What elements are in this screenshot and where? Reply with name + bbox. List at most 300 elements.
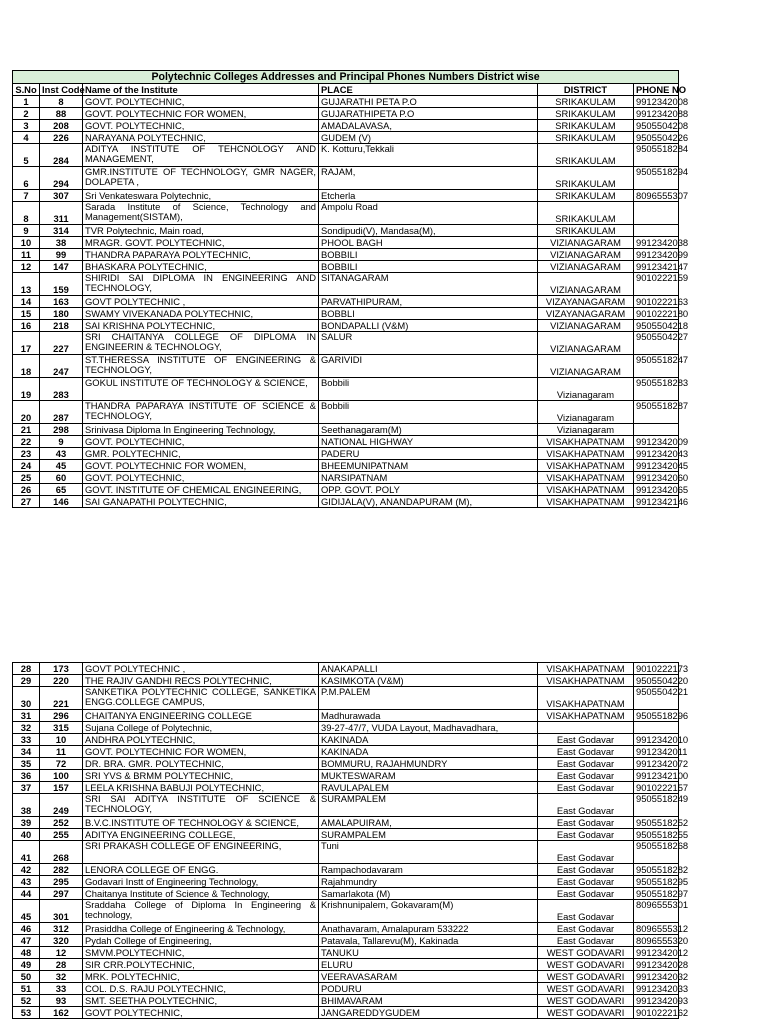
cell-phone — [634, 225, 679, 237]
cell-sno: 5 — [13, 144, 40, 167]
table-row — [13, 190, 679, 202]
cell-inst-code: 295 — [40, 876, 83, 888]
cell-district: VISAKHAPATNAM — [538, 663, 634, 675]
table-row — [13, 96, 679, 108]
cell-inst-code: 180 — [40, 308, 83, 320]
cell-district: WEST GODAVARI — [538, 959, 634, 971]
cell-district: VISAKHAPATNAM — [538, 448, 634, 460]
cell-place: BOMMURU, RAJAHMUNDRY — [319, 758, 538, 770]
cell-place: GARIVIDI — [319, 355, 538, 378]
cell-inst-code: 294 — [40, 167, 83, 190]
cell-name: COL. D.S. RAJU POLYTECHNIC, — [83, 983, 319, 995]
cell-place: Madhurawada — [319, 710, 538, 722]
cell-phone: 9010222159 — [634, 273, 679, 296]
cell-place: PHOOL BAGH — [319, 237, 538, 249]
colleges-table-page-1 — [12, 70, 689, 508]
cell-sno: 10 — [13, 237, 40, 249]
cell-sno: 4 — [13, 132, 40, 144]
cell-district: VIZIANAGARAM — [538, 237, 634, 249]
cell-district: VIZIANAGARAM — [538, 332, 634, 355]
cell-name: Sraddaha College of Diploma In Engineering & technology, — [83, 900, 319, 923]
cell-phone: 9505518287 — [634, 401, 679, 424]
cell-phone: 9505518268 — [634, 841, 679, 864]
cell-place: ELURU — [319, 959, 538, 971]
cell-name: Godavari Instt of Engineering Technology, — [83, 876, 319, 888]
cell-phone: 9912342011 — [634, 746, 679, 758]
header-place: PLACE — [319, 84, 538, 96]
table-row — [13, 108, 679, 120]
cell-place: Rampachodavaram — [319, 864, 538, 876]
cell-phone: 9505518249 — [634, 794, 679, 817]
cell-inst-code: 173 — [40, 663, 83, 675]
cell-inst-code: 284 — [40, 144, 83, 167]
cell-phone: 9505518252 — [634, 817, 679, 829]
cell-inst-code: 282 — [40, 864, 83, 876]
cell-phone: 9505518295 — [634, 876, 679, 888]
cell-place: RAJAM, — [319, 167, 538, 190]
table-row — [13, 378, 679, 401]
cell-phone — [634, 722, 679, 734]
table-row — [13, 1007, 679, 1019]
table-row — [13, 484, 679, 496]
cell-district: SRIKAKULAM — [538, 144, 634, 167]
cell-inst-code: 45 — [40, 460, 83, 472]
cell-inst-code: 221 — [40, 687, 83, 710]
cell-inst-code: 249 — [40, 794, 83, 817]
cell-sno: 23 — [13, 448, 40, 460]
cell-inst-code: 268 — [40, 841, 83, 864]
cell-place: BOBBILI — [319, 261, 538, 273]
cell-place: AMALAPUIRAM, — [319, 817, 538, 829]
cell-inst-code: 147 — [40, 261, 83, 273]
cell-name: THANDRA PAPARAYA INSTITUTE OF SCIENCE & TECHNOLOGY, — [83, 401, 319, 424]
cell-phone: 9010222162 — [634, 1007, 679, 1019]
cell-inst-code: 297 — [40, 888, 83, 900]
cell-district: East Godavar — [538, 876, 634, 888]
cell-inst-code: 162 — [40, 1007, 83, 1019]
cell-inst-code: 287 — [40, 401, 83, 424]
cell-place: SITANAGARAM — [319, 273, 538, 296]
cell-phone: 9912342100 — [634, 770, 679, 782]
cell-name: Sarada Institute of Science, Technology and Management(SISTAM), — [83, 202, 319, 225]
cell-place: Anathavaram, Amalapuram 533222 — [319, 923, 538, 935]
cell-inst-code: 301 — [40, 900, 83, 923]
cell-district: WEST GODAVARI — [538, 971, 634, 983]
cell-place: Patavala, Tallarevu(M), Kakinada — [319, 935, 538, 947]
table-row — [13, 995, 679, 1007]
cell-sno: 8 — [13, 202, 40, 225]
colleges-table-page-2 — [12, 662, 689, 1019]
cell-name: SRI YVS & BRMM POLYTECHNIC, — [83, 770, 319, 782]
cell-sno: 3 — [13, 120, 40, 132]
cell-place: Tuni — [319, 841, 538, 864]
cell-district: East Godavar — [538, 864, 634, 876]
cell-phone: 9912342147 — [634, 261, 679, 273]
cell-name: SAI KRISHNA POLYTECHNIC, — [83, 320, 319, 332]
cell-name: GOVT. POLYTECHNIC, — [83, 472, 319, 484]
cell-sno: 7 — [13, 190, 40, 202]
cell-place: SURAMPALEM — [319, 829, 538, 841]
cell-district: VISAKHAPATNAM — [538, 472, 634, 484]
cell-sno: 43 — [13, 876, 40, 888]
cell-name: TVR Polytechnic, Main road, — [83, 225, 319, 237]
table-row — [13, 770, 679, 782]
table-row — [13, 923, 679, 935]
cell-district: WEST GODAVARI — [538, 947, 634, 959]
cell-sno: 39 — [13, 817, 40, 829]
cell-name: NARAYANA POLYTECHNIC, — [83, 132, 319, 144]
cell-sno: 21 — [13, 424, 40, 436]
cell-place: PARVATHIPURAM, — [319, 296, 538, 308]
cell-district — [538, 722, 634, 734]
cell-inst-code: 88 — [40, 108, 83, 120]
table-row — [13, 746, 679, 758]
cell-name: SMVM.POLYTECHNIC, — [83, 947, 319, 959]
table-row — [13, 308, 679, 320]
cell-phone: 9912342043 — [634, 448, 679, 460]
cell-sno: 53 — [13, 1007, 40, 1019]
cell-district: SRIKAKULAM — [538, 132, 634, 144]
cell-place: JANGAREDDYGUDEM — [319, 1007, 538, 1019]
cell-sno: 42 — [13, 864, 40, 876]
table-row — [13, 261, 679, 273]
table-row — [13, 782, 679, 794]
cell-phone: 9912342028 — [634, 959, 679, 971]
cell-phone: 9912342093 — [634, 995, 679, 1007]
cell-inst-code: 247 — [40, 355, 83, 378]
cell-name: LEELA KRISHNA BABUJI POLYTECHNIC, — [83, 782, 319, 794]
cell-name: MRK. POLYTECHNIC, — [83, 971, 319, 983]
cell-phone: 9505504220 — [634, 675, 679, 687]
cell-name: DR. BRA. GMR. POLYTECHNIC, — [83, 758, 319, 770]
cell-inst-code: 60 — [40, 472, 83, 484]
cell-place: BOBBILI — [319, 249, 538, 261]
cell-district: East Godavar — [538, 746, 634, 758]
cell-place: GUJARATHIPETA P.O — [319, 108, 538, 120]
cell-sno: 12 — [13, 261, 40, 273]
cell-place: VEERAVASARAM — [319, 971, 538, 983]
table-row — [13, 675, 679, 687]
table-row — [13, 794, 679, 817]
cell-place: KAKINADA — [319, 734, 538, 746]
cell-phone: 9505518283 — [634, 378, 679, 401]
cell-phone: 8096555307 — [634, 190, 679, 202]
cell-phone: 9912342088 — [634, 108, 679, 120]
cell-place: RAVULAPALEM — [319, 782, 538, 794]
cell-phone: 9912342038 — [634, 237, 679, 249]
cell-name: SRI CHAITANYA COLLEGE OF DIPLOMA IN ENGINEERIN & TECHNOLOGY, — [83, 332, 319, 355]
cell-name: GOVT. INSTITUTE OF CHEMICAL ENGINEERING, — [83, 484, 319, 496]
cell-sno: 29 — [13, 675, 40, 687]
cell-place: Bobbili — [319, 378, 538, 401]
cell-place: SALUR — [319, 332, 538, 355]
cell-district: SRIKAKULAM — [538, 167, 634, 190]
cell-inst-code: 33 — [40, 983, 83, 995]
cell-inst-code: 43 — [40, 448, 83, 460]
cell-phone: 9505518284 — [634, 144, 679, 167]
cell-sno: 28 — [13, 663, 40, 675]
cell-name: ST.THERESSA INSTITUTE OF ENGINEERING & TECHNOLOGY, — [83, 355, 319, 378]
cell-phone: 9010222163 — [634, 296, 679, 308]
cell-district: East Godavar — [538, 734, 634, 746]
cell-name: ADITYA INSTITUTE OF TEHCNOLOGY AND MANAGEMENT, — [83, 144, 319, 167]
header-phone: PHONE NO — [634, 84, 679, 96]
table-row — [13, 734, 679, 746]
cell-place: PODURU — [319, 983, 538, 995]
table-row — [13, 959, 679, 971]
cell-sno: 37 — [13, 782, 40, 794]
table-row — [13, 332, 679, 355]
header-sno: S.No — [13, 84, 40, 96]
cell-sno: 25 — [13, 472, 40, 484]
cell-district: VIZAYANAGARAM — [538, 308, 634, 320]
cell-phone: 8096555301 — [634, 900, 679, 923]
cell-sno: 45 — [13, 900, 40, 923]
cell-inst-code: 163 — [40, 296, 83, 308]
cell-place: PADERU — [319, 448, 538, 460]
cell-name: SANKETIKA POLYTECHNIC COLLEGE, SANKETIKA ENGG.COLLEGE CAMPUS, — [83, 687, 319, 710]
cell-name: THANDRA PAPARAYA POLYTECHNIC, — [83, 249, 319, 261]
cell-district: SRIKAKULAM — [538, 120, 634, 132]
cell-inst-code: 159 — [40, 273, 83, 296]
table-row — [13, 132, 679, 144]
cell-sno: 24 — [13, 460, 40, 472]
cell-name: GOVT. POLYTECHNIC, — [83, 96, 319, 108]
cell-place: K. Kotturu,Tekkali — [319, 144, 538, 167]
cell-place: Samarlakota (M) — [319, 888, 538, 900]
cell-phone: 9912342060 — [634, 472, 679, 484]
cell-inst-code: 252 — [40, 817, 83, 829]
cell-phone: 9505504218 — [634, 320, 679, 332]
cell-place: BHEEMUNIPATNAM — [319, 460, 538, 472]
table-row — [13, 710, 679, 722]
table-row — [13, 144, 679, 167]
cell-inst-code: 12 — [40, 947, 83, 959]
cell-place: KASIMKOTA (V&M) — [319, 675, 538, 687]
cell-name: SWAMY VIVEKANADA POLYTECHNIC, — [83, 308, 319, 320]
cell-inst-code: 10 — [40, 734, 83, 746]
cell-name: CHAITANYA ENGINEERING COLLEGE — [83, 710, 319, 722]
cell-place: Seethanagaram(M) — [319, 424, 538, 436]
cell-inst-code: 11 — [40, 746, 83, 758]
cell-name: GOVT. POLYTECHNIC FOR WOMEN, — [83, 108, 319, 120]
header-name: Name of the Institute — [83, 84, 319, 96]
table-row — [13, 817, 679, 829]
cell-sno: 2 — [13, 108, 40, 120]
cell-district: VIZAYANAGARAM — [538, 296, 634, 308]
table-row — [13, 900, 679, 923]
table-row — [13, 273, 679, 296]
cell-sno: 17 — [13, 332, 40, 355]
cell-district: WEST GODAVARI — [538, 1007, 634, 1019]
cell-inst-code: 226 — [40, 132, 83, 144]
cell-sno: 13 — [13, 273, 40, 296]
cell-inst-code: 93 — [40, 995, 83, 1007]
cell-phone: 9505504208 — [634, 120, 679, 132]
cell-phone: 9505518296 — [634, 710, 679, 722]
cell-district: SRIKAKULAM — [538, 202, 634, 225]
cell-phone: 9010222173 — [634, 663, 679, 675]
cell-district: VISAKHAPATNAM — [538, 484, 634, 496]
cell-name: B.V.C.INSTITUTE OF TECHNOLOGY & SCIENCE, — [83, 817, 319, 829]
cell-place: BONDAPALLI (V&M) — [319, 320, 538, 332]
cell-district: East Godavar — [538, 782, 634, 794]
cell-sno: 31 — [13, 710, 40, 722]
cell-district: VIZIANAGARAM — [538, 320, 634, 332]
cell-inst-code: 220 — [40, 675, 83, 687]
table-row — [13, 460, 679, 472]
cell-name: GOVT. POLYTECHNIC, — [83, 436, 319, 448]
cell-district: Vizianagaram — [538, 401, 634, 424]
cell-district: Vizianagaram — [538, 378, 634, 401]
cell-sno: 22 — [13, 436, 40, 448]
cell-inst-code: 146 — [40, 496, 83, 508]
cell-sno: 32 — [13, 722, 40, 734]
cell-name: Sri Venkateswara Polytechnic, — [83, 190, 319, 202]
cell-place: GUDEM (V) — [319, 132, 538, 144]
cell-phone — [634, 424, 679, 436]
cell-inst-code: 208 — [40, 120, 83, 132]
cell-district: East Godavar — [538, 935, 634, 947]
cell-sno: 6 — [13, 167, 40, 190]
table-row — [13, 225, 679, 237]
cell-inst-code: 8 — [40, 96, 83, 108]
cell-inst-code: 100 — [40, 770, 83, 782]
cell-district: East Godavar — [538, 758, 634, 770]
cell-name: GOVT POLYTECHNIC , — [83, 296, 319, 308]
cell-sno: 44 — [13, 888, 40, 900]
table-row — [13, 722, 679, 734]
cell-phone: 9912342010 — [634, 734, 679, 746]
cell-district: VIZIANAGARAM — [538, 261, 634, 273]
cell-inst-code: 28 — [40, 959, 83, 971]
cell-phone: 9505504227 — [634, 332, 679, 355]
cell-place: Sondipudi(V), Mandasa(M), — [319, 225, 538, 237]
cell-sno: 33 — [13, 734, 40, 746]
cell-name: LENORA COLLEGE OF ENGG. — [83, 864, 319, 876]
cell-place: Etcherla — [319, 190, 538, 202]
cell-name: BHASKARA POLYTECHNIC, — [83, 261, 319, 273]
cell-phone: 9912342009 — [634, 436, 679, 448]
cell-place: P.M.PALEM — [319, 687, 538, 710]
cell-name: MRAGR. GOVT. POLYTECHNIC, — [83, 237, 319, 249]
table-row — [13, 320, 679, 332]
table-row — [13, 249, 679, 261]
table-row — [13, 983, 679, 995]
cell-district: VIZIANAGARAM — [538, 273, 634, 296]
cell-inst-code: 296 — [40, 710, 83, 722]
cell-sno: 16 — [13, 320, 40, 332]
cell-name: SAI GANAPATHI POLYTECHNIC, — [83, 496, 319, 508]
cell-district: East Godavar — [538, 900, 634, 923]
cell-sno: 49 — [13, 959, 40, 971]
cell-inst-code: 314 — [40, 225, 83, 237]
cell-name: GOVT. POLYTECHNIC FOR WOMEN, — [83, 460, 319, 472]
cell-place: TANUKU — [319, 947, 538, 959]
cell-name: GMR.INSTITUTE OF TECHNOLOGY, GMR NAGER, DOLAPETA , — [83, 167, 319, 190]
cell-inst-code: 218 — [40, 320, 83, 332]
cell-district: East Godavar — [538, 770, 634, 782]
cell-sno: 48 — [13, 947, 40, 959]
cell-district: East Godavar — [538, 817, 634, 829]
table-row — [13, 687, 679, 710]
cell-phone: 8096555320 — [634, 935, 679, 947]
cell-sno: 50 — [13, 971, 40, 983]
cell-name: GOKUL INSTITUTE OF TECHNOLOGY & SCIENCE, — [83, 378, 319, 401]
cell-sno: 47 — [13, 935, 40, 947]
cell-phone: 9505518255 — [634, 829, 679, 841]
cell-name: Srinivasa Diploma In Engineering Technology, — [83, 424, 319, 436]
cell-name: Sujana College of Polytechnic, — [83, 722, 319, 734]
cell-phone: 9505518247 — [634, 355, 679, 378]
table-row — [13, 841, 679, 864]
cell-district: East Godavar — [538, 888, 634, 900]
table-row — [13, 120, 679, 132]
cell-district: East Godavar — [538, 841, 634, 864]
cell-name: SRI PRAKASH COLLEGE OF ENGINEERING, — [83, 841, 319, 864]
cell-name: THE RAJIV GANDHI RECS POLYTECHNIC, — [83, 675, 319, 687]
cell-name: SIR CRR.POLYTECHNIC, — [83, 959, 319, 971]
cell-district: VISAKHAPATNAM — [538, 687, 634, 710]
cell-phone: 9505518282 — [634, 864, 679, 876]
cell-district: WEST GODAVARI — [538, 995, 634, 1007]
cell-sno: 34 — [13, 746, 40, 758]
cell-district: WEST GODAVARI — [538, 983, 634, 995]
table-row — [13, 947, 679, 959]
cell-phone: 9010222157 — [634, 782, 679, 794]
table-row — [13, 202, 679, 225]
cell-inst-code: 157 — [40, 782, 83, 794]
cell-district: VISAKHAPATNAM — [538, 675, 634, 687]
cell-sno: 35 — [13, 758, 40, 770]
cell-phone: 9912342033 — [634, 983, 679, 995]
cell-place: 39-27-47/7, VUDA Layout, Madhavadhara, — [319, 722, 538, 734]
table-title: Polytechnic Colleges Addresses and Principal Phones Numbers District wise — [13, 71, 679, 84]
cell-phone: 9912342032 — [634, 971, 679, 983]
cell-sno: 11 — [13, 249, 40, 261]
cell-place: GIDIJALA(V), ANANDAPURAM (M), — [319, 496, 538, 508]
table-row — [13, 355, 679, 378]
table-row — [13, 424, 679, 436]
cell-sno: 18 — [13, 355, 40, 378]
cell-name: Chaitanya Institute of Science & Technology, — [83, 888, 319, 900]
cell-inst-code: 298 — [40, 424, 83, 436]
cell-place: BHIMAVARAM — [319, 995, 538, 1007]
cell-district: SRIKAKULAM — [538, 108, 634, 120]
cell-name: ANDHRA POLYTECHNIC, — [83, 734, 319, 746]
table-row — [13, 296, 679, 308]
cell-name: SHIRIDI SAI DIPLOMA IN ENGINEERING AND TECHNOLOGY, — [83, 273, 319, 296]
cell-phone: 9010222180 — [634, 308, 679, 320]
cell-place: KAKINADA — [319, 746, 538, 758]
cell-name: Prasiddha College of Engineering & Technology, — [83, 923, 319, 935]
cell-phone: 9912342099 — [634, 249, 679, 261]
table-row — [13, 496, 679, 508]
cell-place: MUKTESWARAM — [319, 770, 538, 782]
cell-name: SRI SAI ADITYA INSTITUTE OF SCIENCE & TECHNOLOGY, — [83, 794, 319, 817]
cell-place: SURAMPALEM — [319, 794, 538, 817]
cell-sno: 51 — [13, 983, 40, 995]
header-district: DISTRICT — [538, 84, 634, 96]
cell-name: GOVT. POLYTECHNIC FOR WOMEN, — [83, 746, 319, 758]
cell-place: ANAKAPALLI — [319, 663, 538, 675]
cell-place: GUJARATHI PETA P.O — [319, 96, 538, 108]
table-row — [13, 888, 679, 900]
table-row — [13, 663, 679, 675]
cell-sno: 38 — [13, 794, 40, 817]
cell-place: Ampolu Road — [319, 202, 538, 225]
cell-name: GMR. POLYTECHNIC, — [83, 448, 319, 460]
